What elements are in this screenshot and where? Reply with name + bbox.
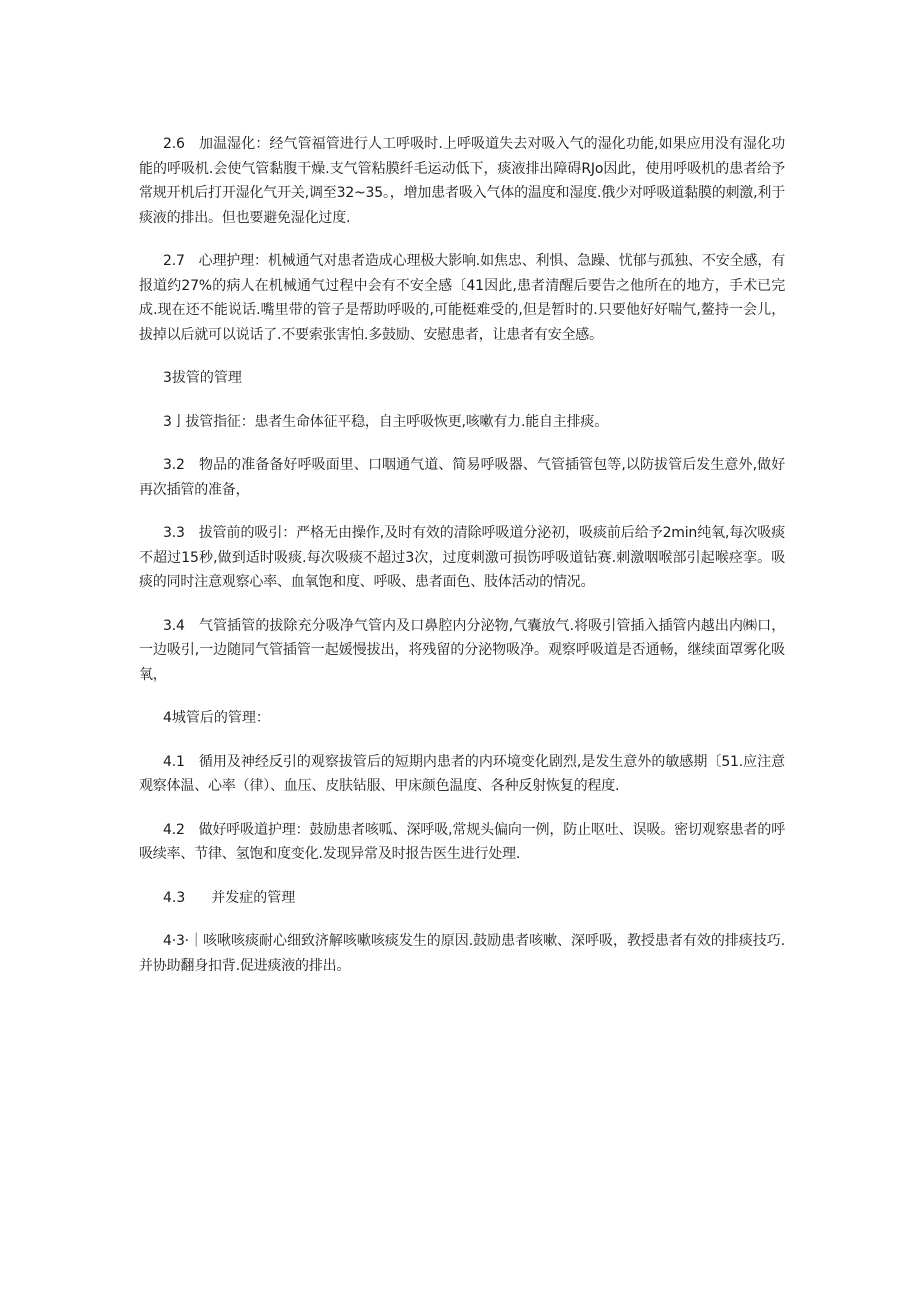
paragraph-4-1: 4.1 循用及神经反引的观察拔管后的短期内患者的内环境变化剧烈,是发生意外的敏感期〔51.应注意观察体温、心率（律）、血压、皮肤钻服、甲床颜色温度、各种反射恢复的程度. <box>139 753 785 794</box>
paragraph-3-1: 3亅拔管指征：患者生命体征平稳，自主呼吸恢更,咳嗽有力.能自主排痰。 <box>163 413 609 430</box>
section-heading-3: 3拔管的管理 <box>163 370 242 386</box>
section-heading-4: 4城管后的管理： <box>163 710 270 726</box>
subsection-title-4-3: 并发症的管理 <box>211 889 296 906</box>
paragraph-3-3: 3.3 拔管前的吸引：严格无由操作,及时有效的清除呼吸道分泌初，吸痰前后给予2min纯氧,每次吸痰不超过15秒,做到适时吸痰.每次吸痰不超过3次，过度刺激可损饬呼吸道钻赛.刺激咽喉部引起喉痉挛。吸痰的同时注意观察心率、血氧饱和度、呼吸、患者面色、肢体活动的情况。 <box>139 525 785 590</box>
paragraph-4-3-1: 4·3·｜咳啾咳痰耐心细致济解咳嗽咳痰发生的原因.鼓励患者咳嗽、深呼吸，教授患者有效的排痰技巧.并协助翻身扣背.促进痰液的排出。 <box>139 933 785 974</box>
paragraph-2-7: 2.7 心理护理：机械通气对患者造成心理极大影响.如焦忠、利惧、急躁、忧郁与孤独、不安全感，有报道约27%的病人在机械通气过程中会有不安全感〔41因此,患者清醒后要告之他所在的地方，手术已完成.现在还不能说话.嘴里带的管子是帮助呼吸的,可能梃难受的,但是暂时的.只要他好好喘气,鳌持一会儿，拔掉以后就可以说话了.不要索张害怕.多鼓励、安慰患者，让患者有安全感。 <box>139 253 785 343</box>
paragraph-3-2: 3.2 物品的准备备好呼吸面里、口咽通气道、简易呼吸器、气管插管包等,以防拔管后发生意外,做好再次插管的准备， <box>139 457 785 498</box>
paragraph-2-6: 2.6 加温湿化：经气管福管进行人工呼吸时.上呼吸道失去对吸入气的湿化功能,如果应用没有湿化功能的呼吸机.会使气管黏腹干燥.支气管粘膜纤毛运动低下，痰液排出障碍RJo因此，使用呼吸机的患者给予常规开机后打开湿化气开关,调至32~35。，增加患者吸入气体的温度和湿度.俄少对呼吸道黏膜的刺激,利于痰液的排出。但也要避免湿化过度. <box>139 136 785 226</box>
paragraph-4-2: 4.2 做好呼吸道护理：鼓励患者咳呱、深呼吸,常规头偏向一例，防止呕吐、误吸。密切观察患者的呼吸续率、节律、氢饱和度变化.发现异常及时报告医生进行处理. <box>139 821 785 862</box>
paragraph-3-4: 3.4 气管插管的拔除充分吸净气管内及口鼻腔内分泌物,气囊放气.将吸引管插入插管内越出内㈱口，一边吸引,一边随同气管插管一起媛慢拔出，将残留的分泌物吸净。观察呼吸道是否通畅，继续面罩雾化吸氧， <box>139 617 785 683</box>
subsection-heading-4-3 <box>139 886 785 911</box>
subsection-number-4-3: 4.3 <box>163 889 186 906</box>
document-body <box>139 132 785 997</box>
